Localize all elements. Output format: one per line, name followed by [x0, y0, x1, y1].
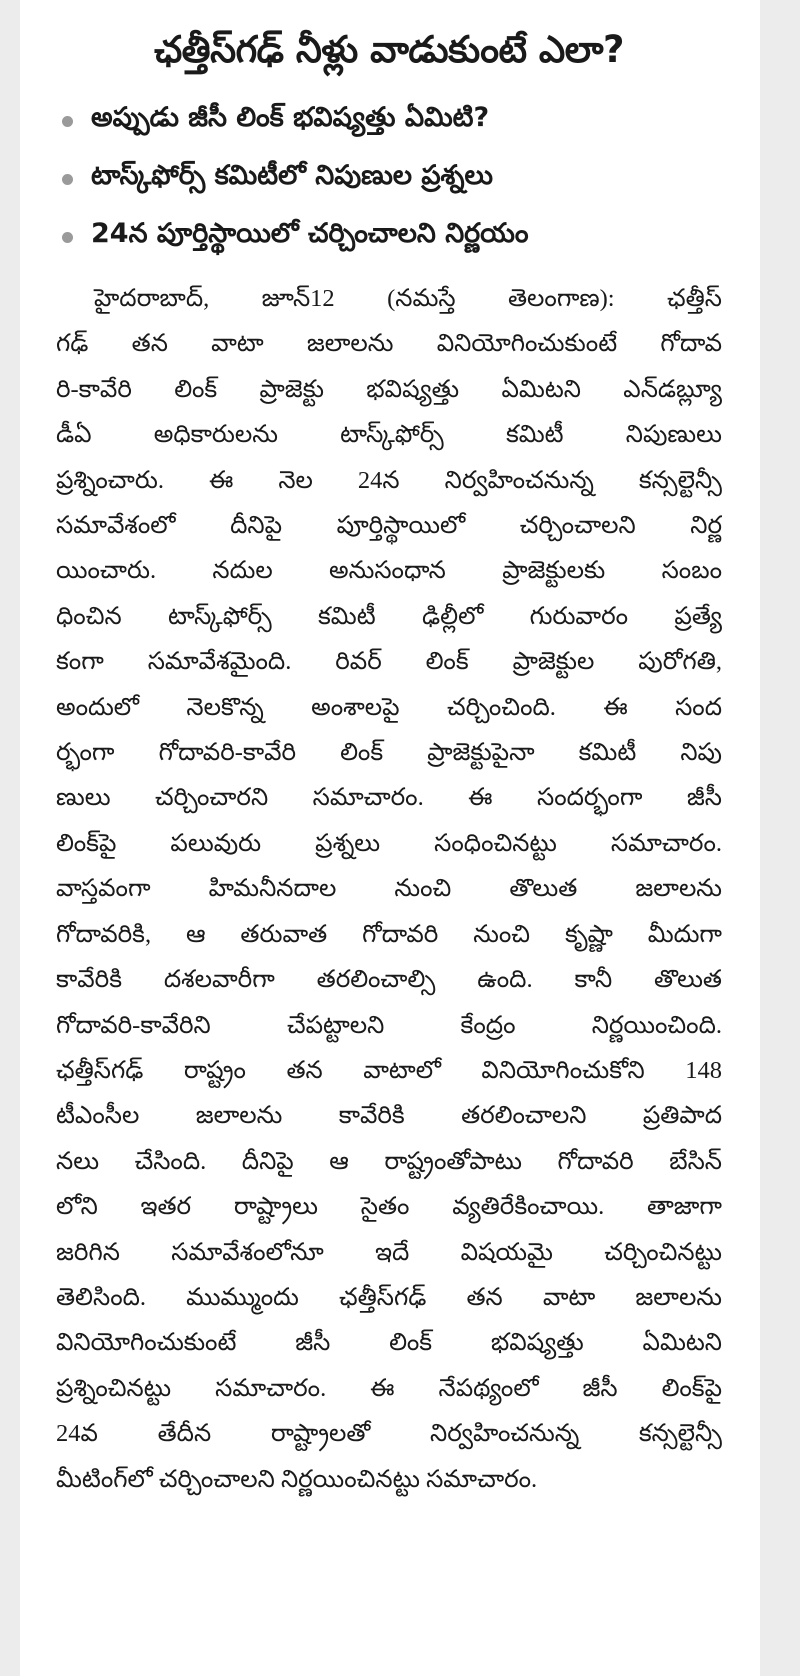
- bullet-dot-icon: [62, 174, 73, 185]
- highlight-text: టాస్క్‌ఫోర్స్‌ కమిటీలో నిపుణుల ప్రశ్నలు: [91, 160, 493, 191]
- body-line: మీటింగ్‌లో చర్చించాలని నిర్ణయించినట్టు సమాచారం.: [56, 1465, 538, 1493]
- bullet-dot-icon: [62, 232, 73, 243]
- body-line: ధించిన టాస్క్‌ఫోర్స్‌ కమిటీ ఢిల్లీలో గురువారం ప్రత్యే: [56, 602, 722, 630]
- body-line: ర్భంగా గోదావరి-కావేరి లింక్‌ ప్రాజెక్టుపైనా కమిటీ నిపు: [56, 739, 722, 767]
- body-line: కావేరికి దశలవారీగా తరలించాల్సి ఉంది. కానీ తొలుత: [56, 966, 722, 994]
- body-line: కంగా సమావేశమైంది. రివర్‌ లింక్‌ ప్రాజెక్టుల పురోగతి,: [56, 648, 722, 676]
- body-line: లోని ఇతర రాష్ట్రాలు సైతం వ్యతిరేకించాయి. తాజాగా: [56, 1193, 722, 1221]
- body-line: గోదావరి-కావేరిని చేపట్టాలని కేంద్రం నిర్ణయించింది.: [56, 1011, 722, 1039]
- body-line: ప్రశ్నించినట్టు సమాచారం. ఈ నేపథ్యంలో జీసీ లింక్‌పై: [56, 1374, 722, 1402]
- body-line: జరిగిన సమావేశంలోనూ ఇదే విషయమై చర్చించినట్టు: [56, 1238, 722, 1266]
- highlight-text: అప్పుడు జీసీ లింక్‌ భవిష్యత్తు ఏమిటి?: [91, 102, 490, 133]
- body-line: ణులు చర్చించారని సమాచారం. ఈ సందర్భంగా జీసీ: [56, 784, 722, 812]
- body-line: ఛత్తీస్‌గఢ్‌ రాష్ట్రం తన వాటాలో వినియోగించుకోని 148: [56, 1056, 722, 1084]
- body-line: ప్రశ్నించారు. ఈ నెల 24న నిర్వహించనున్న కన్సల్టెన్సీ: [56, 466, 722, 494]
- article-headline: ఛత్తీస్‌గఢ్‌ నీళ్లు వాడుకుంటే ఎలా?: [154, 28, 624, 71]
- body-line: టీఎంసీల జలాలను కావేరికి తరలించాలని ప్రతిపాద: [56, 1102, 722, 1130]
- body-line: యించారు. నదుల అనుసంధాన ప్రాజెక్టులకు సంబం: [56, 557, 722, 585]
- body-line: నలు చేసింది. దీనిపై ఆ రాష్ట్రంతోపాటు గోదావరి బేసిన్‌: [56, 1147, 722, 1175]
- body-line: రి-కావేరి లింక్‌ ప్రాజెక్టు భవిష్యత్తు ఏమిటని ఎన్‌డబ్ల్యూ: [56, 375, 722, 403]
- body-line: అందులో నెలకొన్న అంశాలపై చర్చించింది. ఈ సంద: [56, 693, 722, 721]
- body-line: గోదావరికి, ఆ తరువాత గోదావరి నుంచి కృష్ణా మీదుగా: [56, 920, 722, 948]
- body-line: వాస్తవంగా హిమనీనదాల నుంచి తొలుత జలాలను: [56, 875, 722, 903]
- body-line: లింక్‌పై పలువురు ప్రశ్నలు సంధించినట్టు సమాచారం.: [56, 829, 722, 857]
- bullet-dot-icon: [62, 116, 73, 127]
- article-column: [20, 0, 760, 1676]
- body-line: డీఏ అధికారులను టాస్క్‌ఫోర్స్‌ కమిటీ నిపుణులు: [56, 421, 722, 449]
- highlight-item: [56, 208, 722, 266]
- body-line: వినియోగించుకుంటే జీసీ లింక్‌ భవిష్యత్తు ఏమిటని: [56, 1329, 722, 1357]
- highlight-item: [56, 150, 722, 208]
- highlight-item: [56, 92, 722, 150]
- body-line: 24వ తేదీన రాష్ట్రాలతో నిర్వహించనున్న కన్సల్టెన్సీ: [56, 1420, 722, 1448]
- body-line: హైదరాబాద్‌, జూన్‌12 (నమస్తే తెలంగాణ): ఛత్తీస్‌: [94, 285, 722, 312]
- body-line: తెలిసింది. ముమ్ముందు ఛత్తీస్‌గఢ్‌ తన వాటా జలాలను: [56, 1283, 722, 1311]
- highlight-list: [56, 92, 722, 266]
- article-body: [56, 276, 722, 1502]
- body-line: గఢ్‌ తన వాటా జలాలను వినియోగించుకుంటే గోదావ: [56, 330, 722, 358]
- body-line: సమావేశంలో దీనిపై పూర్తిస్థాయిలో చర్చించాలని నిర్ణ: [56, 512, 722, 540]
- highlight-text: 24న పూర్తిస్థాయిలో చర్చించాలని నిర్ణయం: [91, 218, 529, 249]
